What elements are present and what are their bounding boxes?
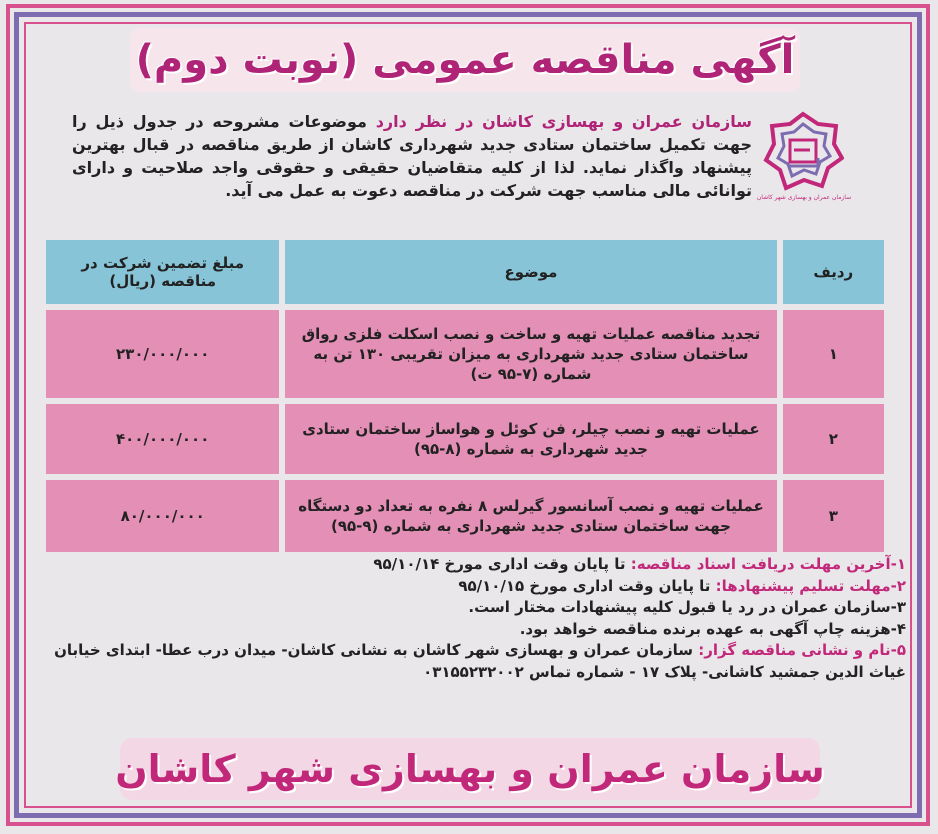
footer-organization-name: سازمان عمران و بهسازی شهر کاشان: [115, 747, 825, 791]
note-label: ۲-مهلت تسلیم پیشنهادها:: [715, 576, 906, 595]
note-value: تا پایان وقت اداری مورخ ۹۵/۱۰/۱۴: [373, 555, 631, 573]
row-subject: عملیات تهیه و نصب آسانسور گیرلس ۸ نفره به تعداد دو دستگاه جهت ساختمان ستادی جدید شهرداری به شماره (۹-۹۵): [285, 480, 776, 552]
note-item: [48, 640, 906, 683]
kashan-organization-logo-icon: [762, 110, 844, 194]
organization-name: سازمان عمران و بهسازی کاشان در نظر دارد: [375, 112, 752, 131]
note-item: ۳-سازمان عمران در رد یا قبول کلیه پیشنهادات مختار است.: [468, 598, 906, 616]
intro-paragraph: [72, 110, 752, 218]
row-number: ۱: [783, 310, 884, 398]
header-guarantee-amount: مبلغ تضمین شرکت در مناقصه (ریال): [46, 240, 279, 304]
tender-table: [40, 234, 890, 558]
table-header-row: [46, 240, 884, 304]
note-item: ۴-هزینه چاپ آگهی به عهده برنده مناقصه خواهد بود.: [519, 619, 906, 638]
table-row: [46, 480, 884, 552]
header-row-number: ردیف: [783, 240, 884, 304]
header-subject: موضوع: [285, 240, 776, 304]
table-row: [46, 310, 884, 398]
note-item: [48, 576, 906, 598]
logo-caption: سازمان عمران و بهسازی شهر کاشان: [756, 194, 852, 201]
conditions-list: [48, 554, 906, 722]
note-item: [48, 554, 906, 576]
row-number: ۳: [783, 480, 884, 552]
row-amount: ۸۰/۰۰۰/۰۰۰: [46, 480, 279, 552]
row-number: ۲: [783, 404, 884, 474]
note-value: سازمان عمران و بهسازی شهر کاشان به نشانی کاشان- میدان درب عطا- ابتدای خیابان غیاث الدین جمشید کاشانی- پلاک ۱۷ - شماره تماس ۰۳۱۵۵۲۳۲۰۰۲: [54, 641, 906, 681]
table-row: [46, 404, 884, 474]
row-subject: تجدید مناقصه عملیات تهیه و ساخت و نصب اسکلت فلزی رواق ساختمان ستادی جدید شهرداری به میزان تقریبی ۱۳۰ تن به شماره (۷-۹۵ ت): [285, 310, 776, 398]
note-value: تا پایان وقت اداری مورخ ۹۵/۱۰/۱۵: [458, 576, 716, 595]
intro-text: موضوعات مشروحه در جدول ذیل را جهت تکمیل ساختمان ستادی جدید شهرداری کاشان از طریق مناقصه در قبال بهترین پیشنهاد واگذار نماید. لذا از کلیه متقاضیان حقیقی و حقوقی واجد صلاحیت و دارای توانائی مالی مناسب جهت شرکت در مناقصه دعوت به عمل می آید.: [72, 112, 752, 200]
note-label: ۱-آخرین مهلت دریافت اسناد مناقصه:: [630, 555, 906, 573]
row-amount: ۴۰۰/۰۰۰/۰۰۰: [46, 404, 279, 474]
row-subject: عملیات تهیه و نصب چیلر، فن کوئل و هواساز ساختمان ستادی جدید شهرداری به شماره (۸-۹۵): [285, 404, 776, 474]
row-amount: ۲۳۰/۰۰۰/۰۰۰: [46, 310, 279, 398]
announcement-title: آگهی مناقصه عمومی (نوبت دوم): [135, 37, 795, 83]
note-label: ۵-نام و نشانی مناقصه گزار:: [698, 641, 906, 659]
